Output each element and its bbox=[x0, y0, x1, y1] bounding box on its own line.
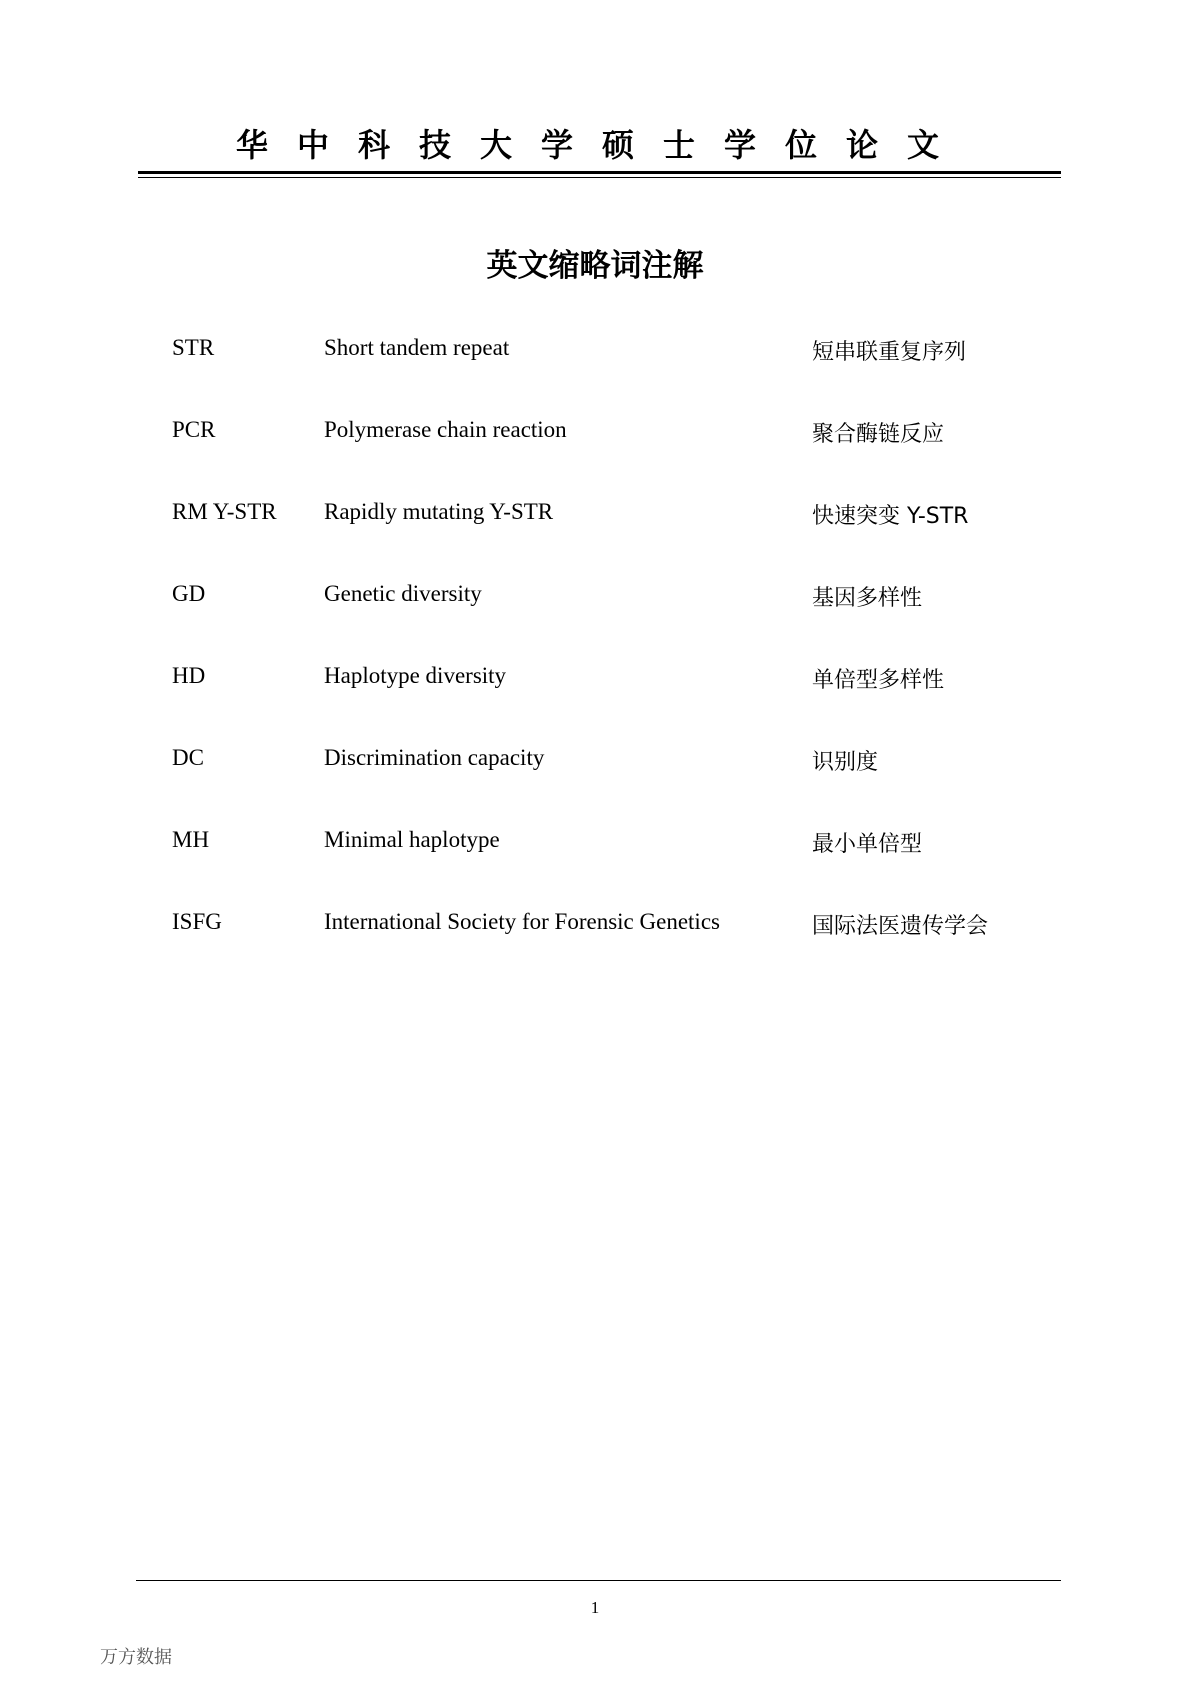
chinese-term: 基因多样性 bbox=[812, 586, 923, 611]
english-term: Polymerase chain reaction bbox=[324, 417, 567, 442]
abbreviation-row bbox=[0, 571, 1190, 653]
english-term: Short tandem repeat bbox=[324, 335, 510, 360]
chinese-term: 单倍型多样性 bbox=[812, 668, 945, 693]
section-title: 英文缩略词注解 bbox=[486, 248, 704, 284]
page-number: 1 bbox=[590, 1598, 600, 1617]
chinese-term: 短串联重复序列 bbox=[812, 340, 967, 365]
english-term: Minimal haplotype bbox=[324, 827, 500, 852]
abbreviation: ISFG bbox=[172, 909, 222, 934]
abbreviation-row bbox=[0, 325, 1190, 407]
university-header: 华中科技大学硕士学位论文 bbox=[235, 126, 968, 164]
chinese-term: 识别度 bbox=[812, 750, 879, 775]
abbreviation-row bbox=[0, 489, 1190, 571]
watermark: 万方数据 bbox=[100, 1647, 172, 1668]
chinese-term: 聚合酶链反应 bbox=[812, 422, 945, 447]
english-term: International Society for Forensic Genetics bbox=[324, 909, 720, 934]
abbreviation: STR bbox=[172, 335, 215, 360]
abbreviation-list bbox=[0, 325, 1190, 981]
chinese-term: 国际法医遗传学会 bbox=[812, 914, 989, 939]
english-term: Discrimination capacity bbox=[324, 745, 545, 770]
abbreviation-row bbox=[0, 817, 1190, 899]
abbreviation: RM Y-STR bbox=[172, 499, 277, 524]
abbreviation: DC bbox=[172, 745, 204, 770]
abbreviation: GD bbox=[172, 581, 206, 606]
header-rule-thin bbox=[138, 177, 1061, 178]
abbreviation-row bbox=[0, 407, 1190, 489]
chinese-term: 最小单倍型 bbox=[812, 832, 923, 857]
chinese-term: 快速突变 Y-STR bbox=[812, 504, 969, 529]
english-term: Rapidly mutating Y-STR bbox=[324, 499, 554, 524]
abbreviation-row bbox=[0, 899, 1190, 981]
english-term: Genetic diversity bbox=[324, 581, 482, 606]
abbreviation-row bbox=[0, 653, 1190, 735]
header-rule-thick bbox=[138, 171, 1061, 174]
abbreviation: MH bbox=[172, 827, 210, 852]
abbreviation-row bbox=[0, 735, 1190, 817]
footer-rule bbox=[136, 1580, 1061, 1581]
english-term: Haplotype diversity bbox=[324, 663, 507, 688]
abbreviation: HD bbox=[172, 663, 206, 688]
abbreviation: PCR bbox=[172, 417, 216, 442]
